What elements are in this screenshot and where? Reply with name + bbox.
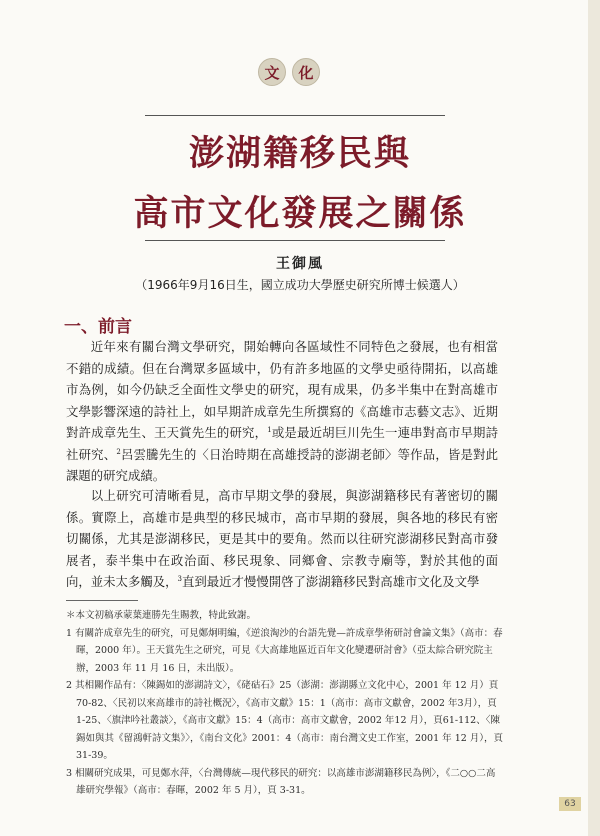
footnote-ref-3: 3 xyxy=(177,574,182,583)
footnotes xyxy=(66,607,504,800)
paragraph-1-part-b: 或是最近胡巨川先生一連串對高市早期詩社研究、 xyxy=(66,425,499,462)
page-edge xyxy=(588,0,600,836)
section-heading: 一、前言 xyxy=(64,317,132,337)
author-note: （1966年9月16日生，國立成功大學歷史研究所博士候選人） xyxy=(135,278,465,292)
author-name: 王御風 xyxy=(276,256,324,272)
footnote-ref-1: 1 xyxy=(267,425,272,434)
paragraph-1 xyxy=(66,336,498,487)
paragraph-2-part-b: 直到最近才慢慢開啓了澎湖籍移民對高雄市文化及文學 xyxy=(181,574,480,589)
section-tag-char-2: 化 xyxy=(292,58,320,86)
footnote-1: 1 有關許成章先生的研究，可見鄭炯明編，《逆浪淘沙的台語先覺—許成章學術研討會論文集》（高市：春暉，2000 年）。王天賞先生之研究，可見《大高雄地區近百年文化變遷研討會》（亞太綜合研究院主辦，2003 年 11 月 16 日，未出版）。 xyxy=(66,627,503,674)
paragraph-2-part-a: 以上研究可清晰看見，高市早期文學的發展，與澎湖籍移民有著密切的關係。實際上，高雄市是典型的移民城市，高市早期的發展，與各地的移民有密切關係，尤其是澎湖移民，更是其中的要角。然而以往研究澎湖移民對高市發展者，泰半集中在政治面、移民現象、同鄉會、宗教寺廟等，對於其他的面向，並未太多觸及， xyxy=(66,488,498,589)
section-tag xyxy=(258,58,326,86)
title-top-rule xyxy=(145,115,445,116)
footnote-divider xyxy=(66,600,138,601)
article-title-line-2: 高市文化發展之關係 xyxy=(133,194,467,234)
footnote-3: 3 相關研究成果，可見鄭水萍，〈台灣傳統—現代移民的研究：以高雄市澎湖籍移民為例〉，《二○○二高雄研究學報》（高市：春暉，2002 年 5 月），頁 3-31。 xyxy=(66,767,496,796)
section-tag-char-1: 文 xyxy=(258,58,286,86)
paragraph-1-part-c: 呂雲騰先生的〈日治時期在高雄授詩的澎湖老師〉等作品，皆是對此課題的研究成績。 xyxy=(66,446,499,483)
footnote-star: ＊本文初稿承蒙葉連勝先生賜教，特此致謝。 xyxy=(66,610,257,621)
title-bottom-rule xyxy=(145,240,445,241)
footnote-ref-2: 2 xyxy=(116,447,121,456)
footnote-2: 2 其相關作品有：〈陳錫如的澎湖詩文〉，《硓𥑮石》25（澎湖：澎湖縣立文化中心，2001 年 12 月）頁70-82、〈民初以來高雄市的詩社概況〉，《高市文獻》15：1（高市：高市文獻會，2002 年3月），頁1-25、〈旗津吟社叢談〉，《高市文獻》15：4（高市：高市文獻會，2002 年12 月），頁61-112、〈陳錫如與其《留鴻軒詩文集》〉，《南台文化》2001：4（高市：南台灣文史工作室，2001 年 12 月），頁 31-39。 xyxy=(66,680,504,761)
paragraph-2 xyxy=(66,485,498,593)
article-title-line-1: 澎湖籍移民與 xyxy=(188,134,411,174)
paragraph-1-part-a: 近年來有關台灣文學研究，開始轉向各區域性不同特色之發展，也有相當不錯的成績。但在台灣眾多區域中，仍有許多地區的文學史亟待開拓，以高雄市為例，如今仍缺乏全面性文學史的研究，現有成果，仍多半集中在對高雄市文學影響深遠的詩社上，如早期許成章先生所撰寫的《高雄市志藝文志》、近期對許成章先生、王天賞先生的研究， xyxy=(66,339,498,440)
page-number: 63 xyxy=(559,797,581,811)
